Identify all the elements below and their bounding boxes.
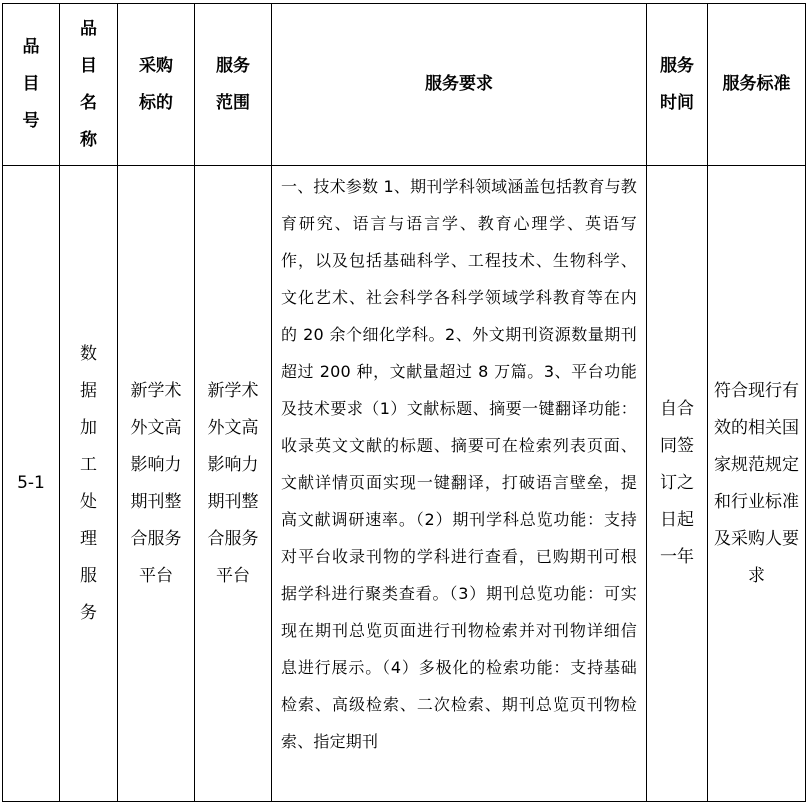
header-service-scope: 服务范围	[195, 4, 272, 166]
table-row	[3, 166, 806, 802]
cell-purchase-target: 新学术外文高影响力期刊整合服务平台	[118, 166, 195, 802]
header-item-name: 品目名称	[60, 4, 118, 166]
header-service-standard: 服务标准	[708, 4, 806, 166]
cell-service-requirement: 一、技术参数 1、期刊学科领域涵盖包括教育与教育研究、语言与语言学、教育心理学、英语写作，以及包括基础科学、工程技术、生物科学、文化艺术、社会科学各科学领域学科教育等在内的 20 余个细化学科。2、外文期刊资源数量期刊超过 200 种，文献量超过 8 万篇。3、平台功能及技术要求（1）文献标题、摘要一键翻译功能：收录英文文献的标题、摘要可在检索列表页面、文献详情页面实现一键翻译，打破语言壁垒，提高文献调研速率。（2）期刊学科总览功能：支持对平台收录刊物的学科进行查看，已购期刊可根据学科进行聚类查看。（3）期刊总览功能：可实现在期刊总览页面进行刊物检索并对刊物详细信息进行展示。（4）多极化的检索功能：支持基础检索、高级检索、二次检索、期刊总览页刊物检索、指定期刊	[272, 166, 647, 802]
header-service-requirement: 服务要求	[272, 4, 647, 166]
cell-item-name: 数据加工处理服务	[60, 166, 118, 802]
header-row	[3, 4, 806, 166]
cell-service-standard: 符合现行有效的相关国家规范规定和行业标准及采购人要求	[708, 166, 806, 802]
header-purchase-target: 采购标的	[118, 4, 195, 166]
header-service-time: 服务时间	[647, 4, 708, 166]
cell-item-no: 5-1	[3, 166, 60, 802]
cell-service-scope: 新学术外文高影响力期刊整合服务平台	[195, 166, 272, 802]
cell-service-time: 自合同签订之日起一年	[647, 166, 708, 802]
procurement-table	[2, 3, 806, 802]
header-item-no: 品目号	[3, 4, 60, 166]
